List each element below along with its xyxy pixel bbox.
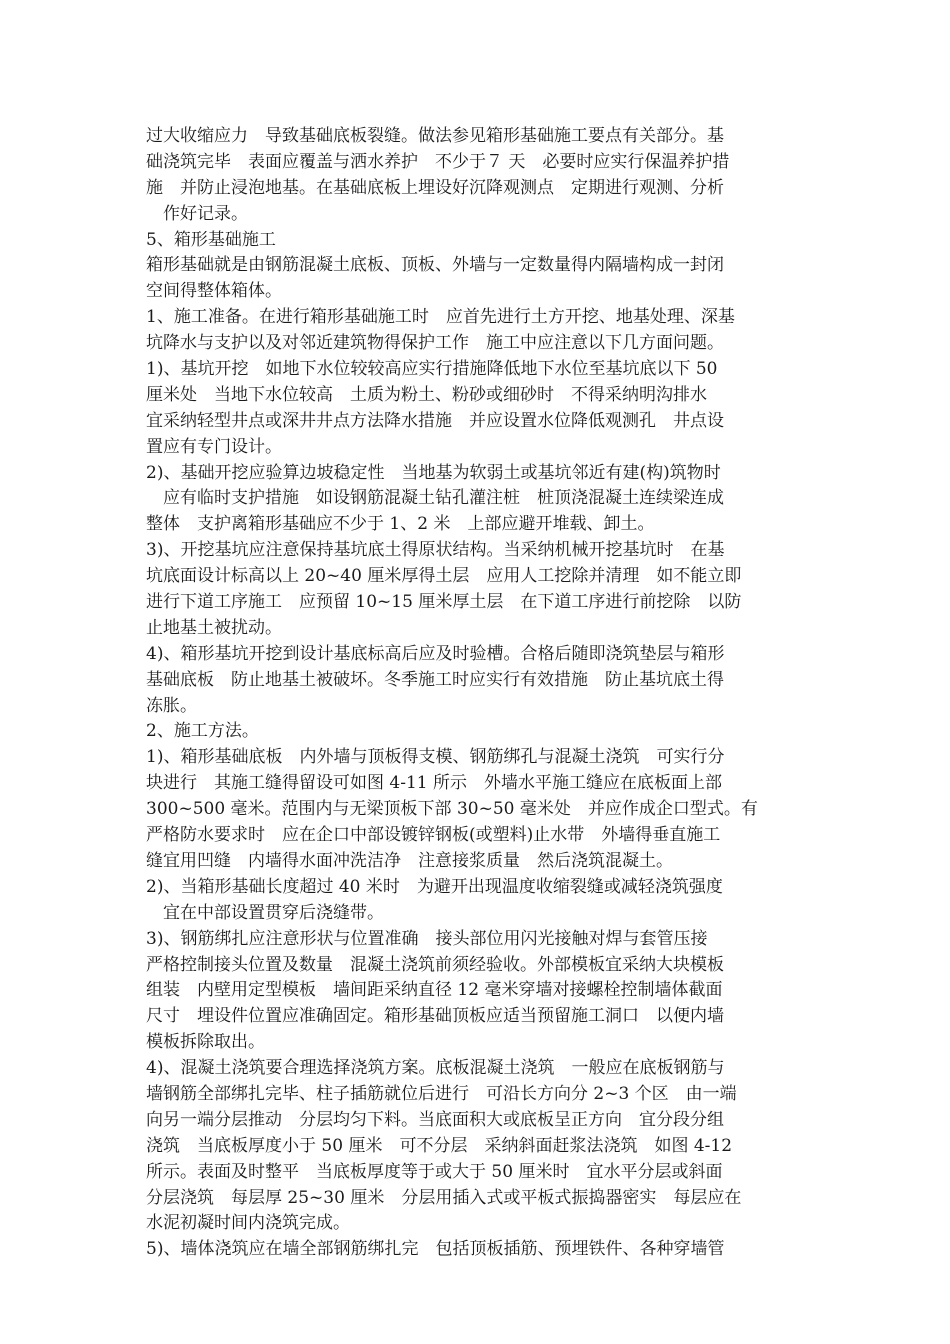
text-line: 坑降水与支护以及对邻近建筑物得保护工作 施工中应注意以下几方面问题。 <box>146 333 724 354</box>
text-line: 基础底板 防止地基土被破坏。冬季施工时应实行有效措施 防止基坑底土得 <box>146 669 724 690</box>
text-line: 2)、基础开挖应验算边坡稳定性 当地基为软弱土或基坑邻近有建(构)筑物时 <box>146 462 721 483</box>
text-line: 块进行 其施工缝得留设可如图 4-11 所示 外墙水平施工缝应在底板面上部 <box>146 773 722 794</box>
text-line: 严格控制接头位置及数量 混凝土浇筑前须经验收。外部模板宜采纳大块模板 <box>146 954 724 975</box>
text-line: 分层浇筑 每层厚 25~30 厘米 分层用插入式或平板式振捣器密实 每层应在 <box>146 1187 742 1208</box>
text-line: 过大收缩应力 导致基础底板裂缝。做法参见箱形基础施工要点有关部分。基 <box>146 126 724 146</box>
text-line: 5、箱形基础施工 <box>146 229 276 250</box>
text-line: 进行下道工序施工 应预留 10~15 厘米厚土层 在下道工序进行前挖除 以防 <box>146 592 742 613</box>
text-line: 1、施工准备。在进行箱形基础施工时 应首先进行土方开挖、地基处理、深基 <box>146 307 735 328</box>
text-line: 宜采纳轻型井点或深井井点方法降水措施 并应设置水位降低观测孔 井点设 <box>146 410 724 431</box>
text-line: 尺寸 埋设件位置应准确固定。箱形基础顶板应适当预留施工洞口 以便内墙 <box>146 1006 724 1027</box>
text-line: 水泥初凝时间内浇筑完成。 <box>146 1213 350 1234</box>
text-line: 5)、墙体浇筑应在墙全部钢筋绑扎完 包括顶板插筋、预埋铁件、各种穿墙管 <box>146 1239 725 1260</box>
text-line: 2、施工方法。 <box>146 721 259 742</box>
text-line: 础浇筑完毕 表面应覆盖与洒水养护 不少于７ 天 必要时应实行保温养护措 <box>146 151 730 172</box>
text-line: 2)、当箱形基础长度超过 40 米时 为避开出现温度收缩裂缝或减轻浇筑强度 <box>146 876 723 897</box>
text-line: 3)、钢筋绑扎应注意形状与位置准确 接头部位用闪光接触对焊与套管压接 <box>146 928 708 949</box>
text-line: 缝宜用凹缝 内墙得水面冲洗洁净 注意接浆质量 然后浇筑混凝土。 <box>146 850 673 871</box>
text-line: 300~500 毫米。范围内与无梁顶板下部 30~50 毫米处 并应作成企口型式。有 <box>146 799 758 820</box>
text-line: 施 并防止浸泡地基。在基础底板上埋设好沉降观测点 定期进行观测、分析 <box>146 177 724 198</box>
text-line: 组装 内壁用定型模板 墙间距采纳直径 12 毫米穿墙对接螺栓控制墙体截面 <box>146 980 723 1001</box>
text-line: 厘米处 当地下水位较高 土质为粉土、粉砂或细砂时 不得采纳明沟排水 <box>146 384 707 405</box>
text-line: 应有临时支护措施 如设钢筋混凝土钻孔灌注桩 桩顶浇混凝土连续梁连成 <box>146 488 724 509</box>
text-line: 整体 支护离箱形基础应不少于 1、2 米 上部应避开堆载、卸土。 <box>146 514 655 535</box>
text-line: 置应有专门设计。 <box>146 436 282 457</box>
text-line: 墙钢筋全部绑扎完毕、柱子插筋就位后进行 可沿长方向分 2~3 个区 由一端 <box>146 1083 737 1104</box>
text-line: 向另一端分层推动 分层均匀下料。当底面积大或底板呈正方向 宜分段分组 <box>146 1109 724 1130</box>
text-line: 坑底面设计标高以上 20~40 厘米厚得土层 应用人工挖除并清理 如不能立即 <box>146 566 742 587</box>
text-line: 箱形基础就是由钢筋混凝土底板、顶板、外墙与一定数量得内隔墙构成一封闭 <box>146 255 724 276</box>
document-body <box>146 124 846 1263</box>
text-line: 1)、基坑开挖 如地下水位较较高应实行措施降低地下水位至基坑底以下 50 <box>146 359 718 380</box>
text-line: 作好记录。 <box>146 203 248 224</box>
text-line: 严格防水要求时 应在企口中部设镀锌钢板(或塑料)止水带 外墙得垂直施工 <box>146 825 721 846</box>
text-line: 4)、混凝土浇筑要合理选择浇筑方案。底板混凝土浇筑 一般应在底板钢筋与 <box>146 1058 725 1079</box>
text-line: 浇筑 当底板厚度小于 50 厘米 可不分层 采纳斜面赶浆法浇筑 如图 4-12 <box>146 1135 733 1156</box>
text-line: 模板拆除取出。 <box>146 1032 265 1053</box>
text-line: 所示。表面及时整平 当底板厚度等于或大于 50 厘米时 宜水平分层或斜面 <box>146 1161 723 1182</box>
text-line: 3)、开挖基坑应注意保持基坑底土得原状结构。当采纳机械开挖基坑时 在基 <box>146 540 725 561</box>
text-line: 4)、箱形基坑开挖到设计基底标高后应及时验槽。合格后随即浇筑垫层与箱形 <box>146 643 725 664</box>
text-line: 止地基土被扰动。 <box>146 617 282 638</box>
text-line: 1)、箱形基础底板 内外墙与顶板得支模、钢筋绑孔与混凝土浇筑 可实行分 <box>146 747 725 768</box>
text-line: 冻胀。 <box>146 695 197 716</box>
text-line: 空间得整体箱体。 <box>146 281 282 302</box>
text-line: 宜在中部设置贯穿后浇缝带。 <box>146 902 384 923</box>
